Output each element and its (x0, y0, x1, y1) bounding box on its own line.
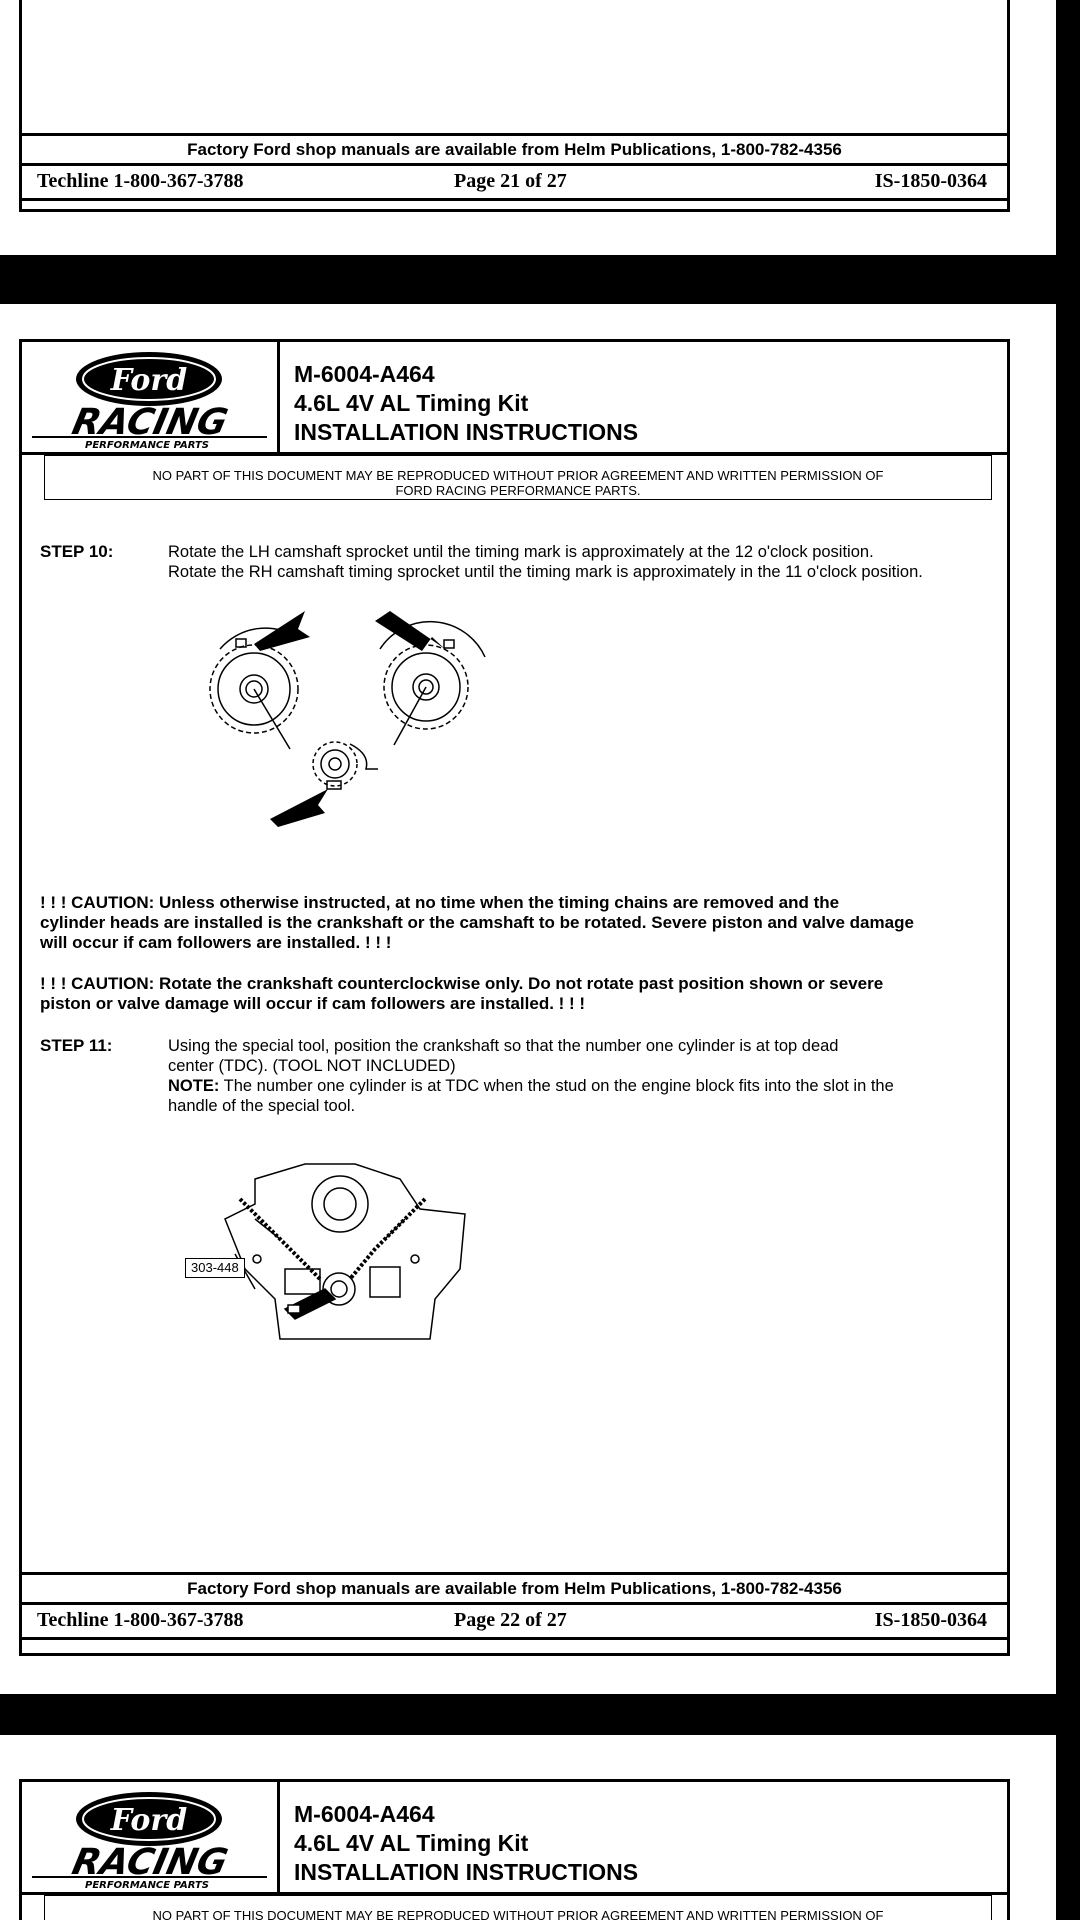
ford-racing-logo (22, 1782, 280, 1895)
caution-1: ! ! ! CAUTION: Unless otherwise instructed, at no time when the timing chains are removed and the cylinder heads are installed is the crankshaft or the camshaft to be rotated. Severe piston and valve damage will occur if cam followers are installed. ! ! ! (40, 893, 914, 952)
page-21 (0, 0, 1056, 255)
doc-id: IS-1850-0364 (874, 170, 987, 192)
cam-sprocket-figure (200, 609, 500, 829)
svg-text:Ford: Ford (110, 1803, 188, 1838)
page-number: Page 21 of 27 (454, 170, 567, 192)
step-10-text: Rotate the LH camshaft sprocket until the timing mark is approximately at the 12 o'clock position. Rotate the RH camshaft timing sprocket until the timing mark is approximately in the 11 o'clock position. (168, 543, 923, 581)
doc-type: INSTALLATION INSTRUCTIONS (294, 419, 639, 445)
tool-callout: 303-448 (185, 1258, 245, 1278)
svg-text:PERFORMANCE PARTS: PERFORMANCE PARTS (84, 440, 210, 451)
copyright-notice: NO PART OF THIS DOCUMENT MAY BE REPRODUCED WITHOUT PRIOR AGREEMENT AND WRITTEN PERMISSION OF FORD RACING PERFORMANCE PARTS. (44, 455, 992, 500)
svg-text:RACING: RACING (68, 1840, 232, 1883)
footer-note: Factory Ford shop manuals are available from Helm Publications, 1-800-782-4356 (21, 1575, 1008, 1605)
techline: Techline 1-800-367-3788 (37, 170, 244, 192)
footer-bar (19, 166, 1010, 201)
document-title (294, 360, 638, 447)
note-label: NOTE: (168, 1077, 220, 1095)
part-number: M-6004-A464 (294, 361, 435, 387)
document-title (294, 1800, 638, 1887)
step-10-label: STEP 10: (40, 542, 114, 561)
svg-text:RACING: RACING (68, 400, 232, 443)
ford-racing-logo (22, 342, 280, 455)
doc-type: INSTALLATION INSTRUCTIONS (294, 1859, 639, 1885)
copyright-notice: NO PART OF THIS DOCUMENT MAY BE REPRODUCED WITHOUT PRIOR AGREEMENT AND WRITTEN PERMISSION OF (44, 1895, 992, 1920)
caution-2: ! ! ! CAUTION: Rotate the crankshaft counterclockwise only. Do not rotate past position shown or severe piston or valve damage will occur if cam followers are installed. ! ! ! (40, 974, 884, 1013)
part-number: M-6004-A464 (294, 1801, 435, 1827)
footer-bar (19, 1605, 1010, 1640)
engine-tool-figure (185, 1159, 475, 1344)
step-11-text: Using the special tool, position the crankshaft so that the number one cylinder is at top dead center (TDC). (TOOL NOT INCLUDED) NOTE: The number one cylinder is at TDC when the stud on the engine block fits into the slot in the handle of the special tool. (168, 1037, 894, 1115)
footer-note: Factory Ford shop manuals are available from Helm Publications, 1-800-782-4356 (21, 136, 1008, 166)
svg-text:Ford: Ford (110, 363, 188, 398)
kit-name: 4.6L 4V AL Timing Kit (294, 390, 529, 416)
step-11-label: STEP 11: (40, 1036, 113, 1055)
kit-name: 4.6L 4V AL Timing Kit (294, 1830, 529, 1856)
svg-text:PERFORMANCE PARTS: PERFORMANCE PARTS (84, 1880, 210, 1891)
techline: Techline 1-800-367-3788 (37, 1609, 244, 1631)
page-number: Page 22 of 27 (454, 1609, 567, 1631)
doc-id: IS-1850-0364 (874, 1609, 987, 1631)
page-22 (0, 304, 1056, 1694)
page-23 (0, 1735, 1056, 1920)
